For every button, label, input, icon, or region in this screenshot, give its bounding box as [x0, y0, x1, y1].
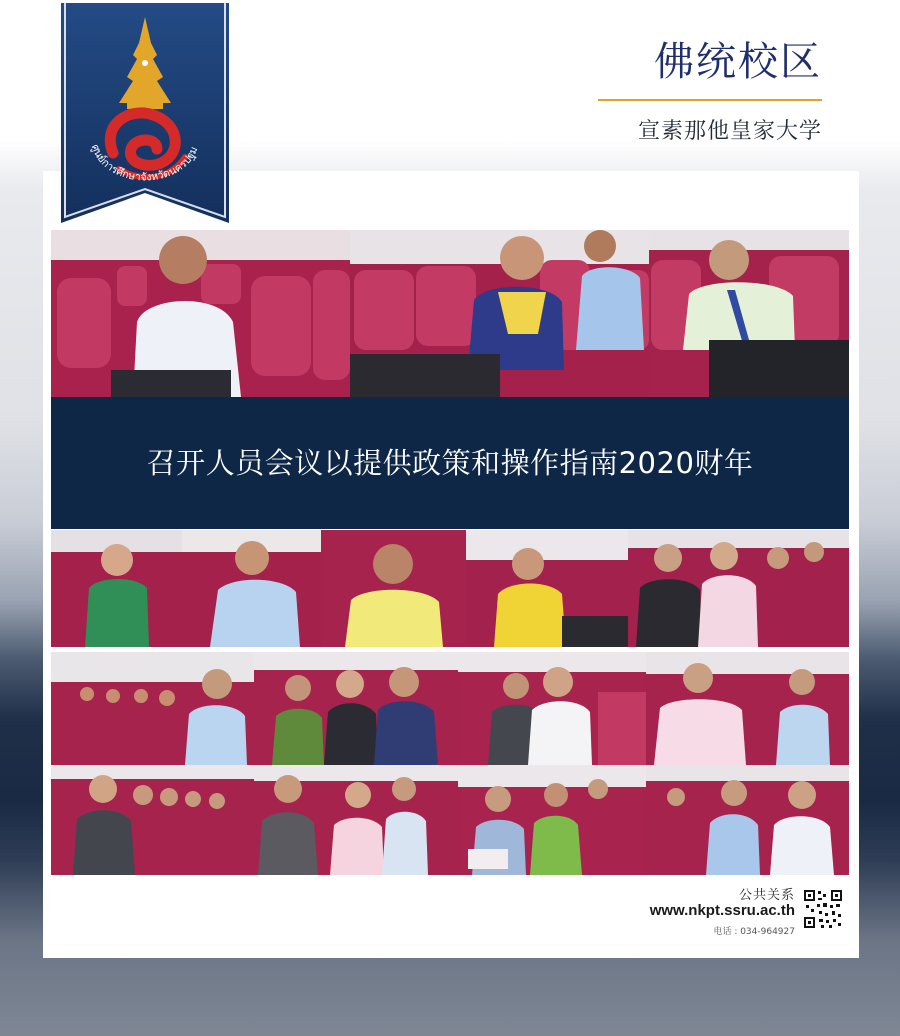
crest-arc-text: ศูนย์การศึกษาจังหวัดนครปฐม [88, 142, 201, 184]
footer-phone: 电话 : 034-964927 [713, 927, 795, 937]
photo-grid-r1-c5 [628, 530, 849, 647]
photo-grid-r1-c4 [466, 530, 628, 647]
photo-grid-r2-c1 [51, 652, 254, 765]
university-crest-icon [61, 3, 229, 223]
photo-top-1 [51, 230, 350, 397]
photo-grid-r3-c4 [646, 765, 849, 875]
photo-grid-r3-c2 [254, 765, 458, 875]
title-divider [598, 99, 822, 101]
photo-grid-r2-c3 [458, 652, 646, 765]
photo-grid-r1-c2 [182, 530, 321, 647]
headline-banner [51, 397, 849, 529]
photo-grid-r2-c2 [254, 652, 458, 765]
headline-text: 召开人员会议以提供政策和操作指南2020财年 [146, 446, 754, 480]
photo-grid-r3-c1 [51, 765, 254, 875]
footer-label: 公共关系 [738, 888, 795, 903]
university-subtitle: 宣素那他皇家大学 [637, 119, 822, 144]
photo-grid-r3-c3 [458, 765, 646, 875]
photo-top-3 [649, 230, 849, 397]
photo-grid-r1-c3 [321, 530, 466, 647]
footer-website-link[interactable]: www.nkpt.ssru.ac.th [649, 902, 795, 919]
photo-top-2 [350, 230, 649, 397]
qr-code-icon [803, 889, 843, 929]
photo-grid-r2-c4 [646, 652, 849, 765]
campus-title: 佛统校区 [654, 39, 822, 85]
photo-grid-r1-c1 [51, 530, 182, 647]
